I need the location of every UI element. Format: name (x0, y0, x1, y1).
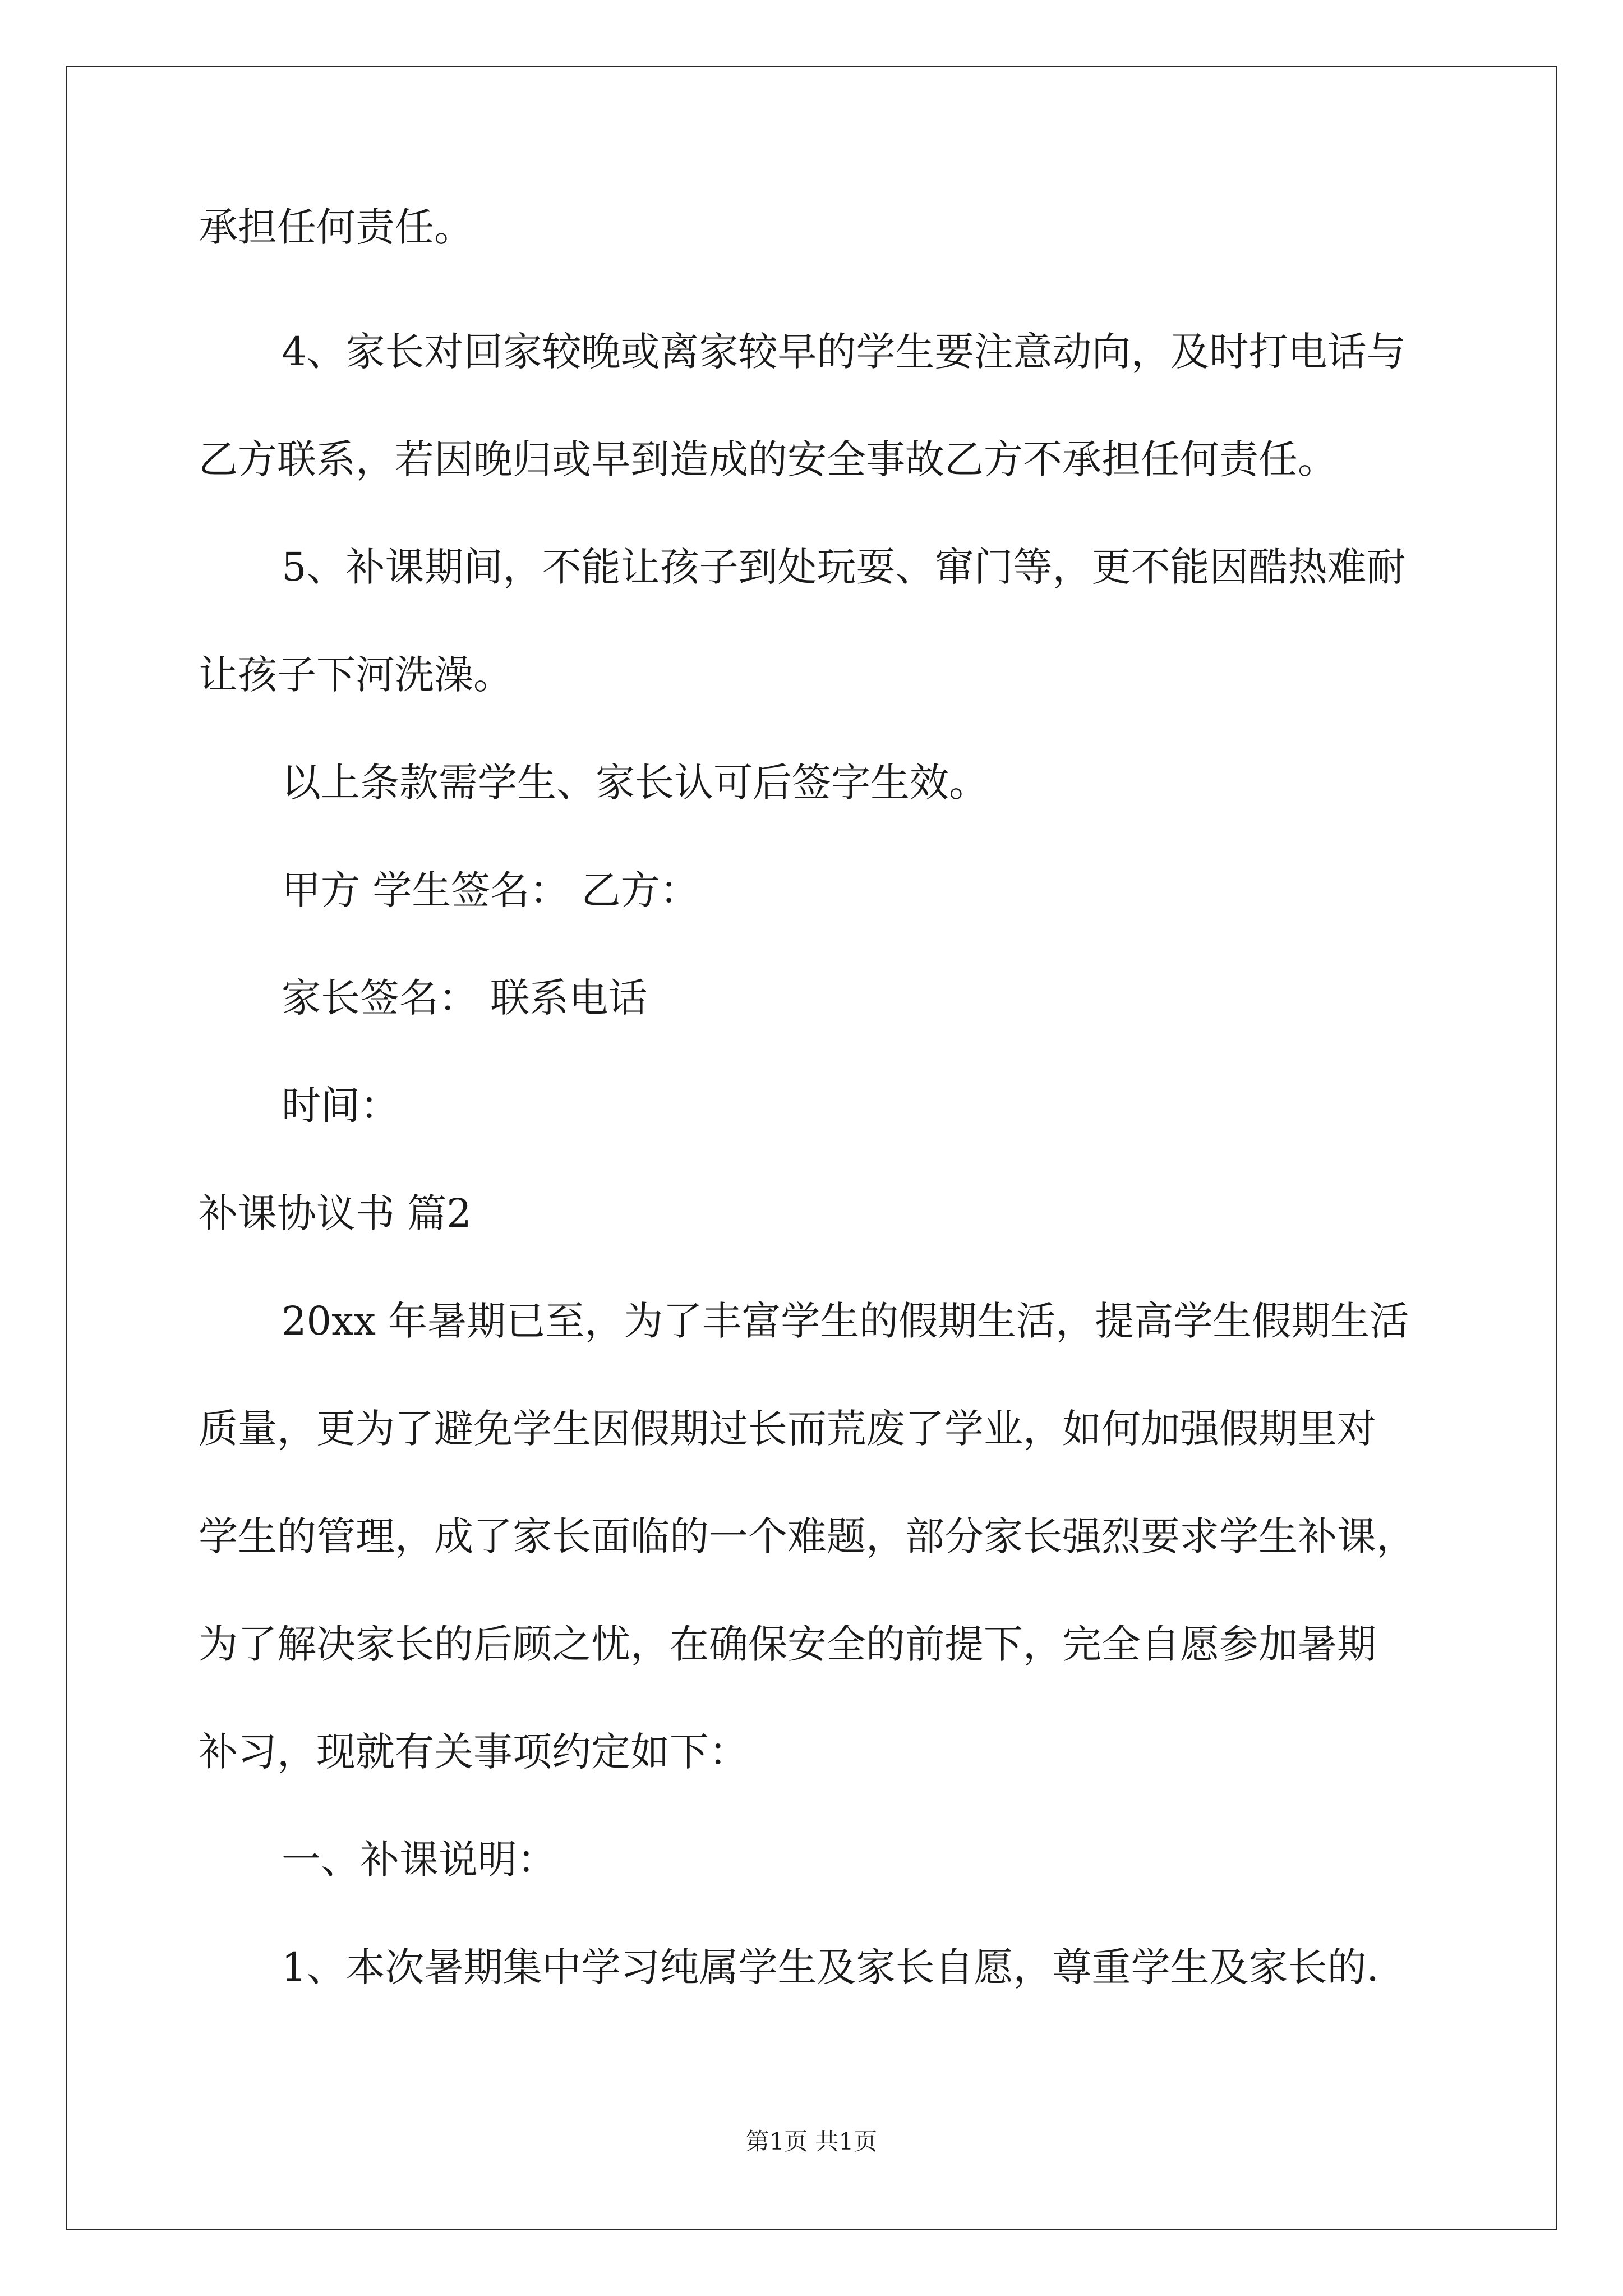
text-line: 学生的管理，成了家长面临的一个难题，部分家长强烈要求学生补课， (199, 1513, 1415, 1559)
signature-line: 家长签名： 联系电话 (282, 975, 648, 1021)
text-line: 补习，现就有关事项约定如下： (199, 1729, 748, 1775)
subsection-heading: 一、补课说明： (282, 1837, 556, 1883)
text-line: 以上条款需学生、家长认可后签字生效。 (282, 760, 988, 806)
text-line: 为了解决家长的后顾之忧，在确保安全的前提下，完全自愿参加暑期 (199, 1621, 1376, 1667)
text-line: 1、本次暑期集中学习纯属学生及家长自愿，尊重学生及家长的. (282, 1944, 1379, 1990)
text-line: 让孩子下河洗澡。 (199, 652, 513, 698)
section-heading: 补课协议书 篇2 (199, 1190, 472, 1236)
signature-line: 甲方 学生签名： 乙方： (282, 867, 699, 913)
page-footer: 第1页 共1页 (745, 2128, 878, 2155)
text-line: 20xx 年暑期已至，为了丰富学生的假期生活，提高学生假期生活 (282, 1298, 1409, 1344)
text-line: 承担任何责任。 (199, 204, 473, 250)
page-border (66, 66, 1557, 2230)
text-line: 乙方联系，若因晚归或早到造成的安全事故乙方不承担任何责任。 (199, 436, 1337, 482)
date-line: 时间： (282, 1083, 399, 1129)
text-line: 质量，更为了避免学生因假期过长而荒废了学业，如何加强假期里对 (199, 1406, 1376, 1452)
text-line: 4、家长对回家较晚或离家较早的学生要注意动向，及时打电话与 (282, 329, 1406, 375)
text-line: 5、补课期间，不能让孩子到处玩耍、窜门等，更不能因酷热难耐 (282, 544, 1406, 590)
